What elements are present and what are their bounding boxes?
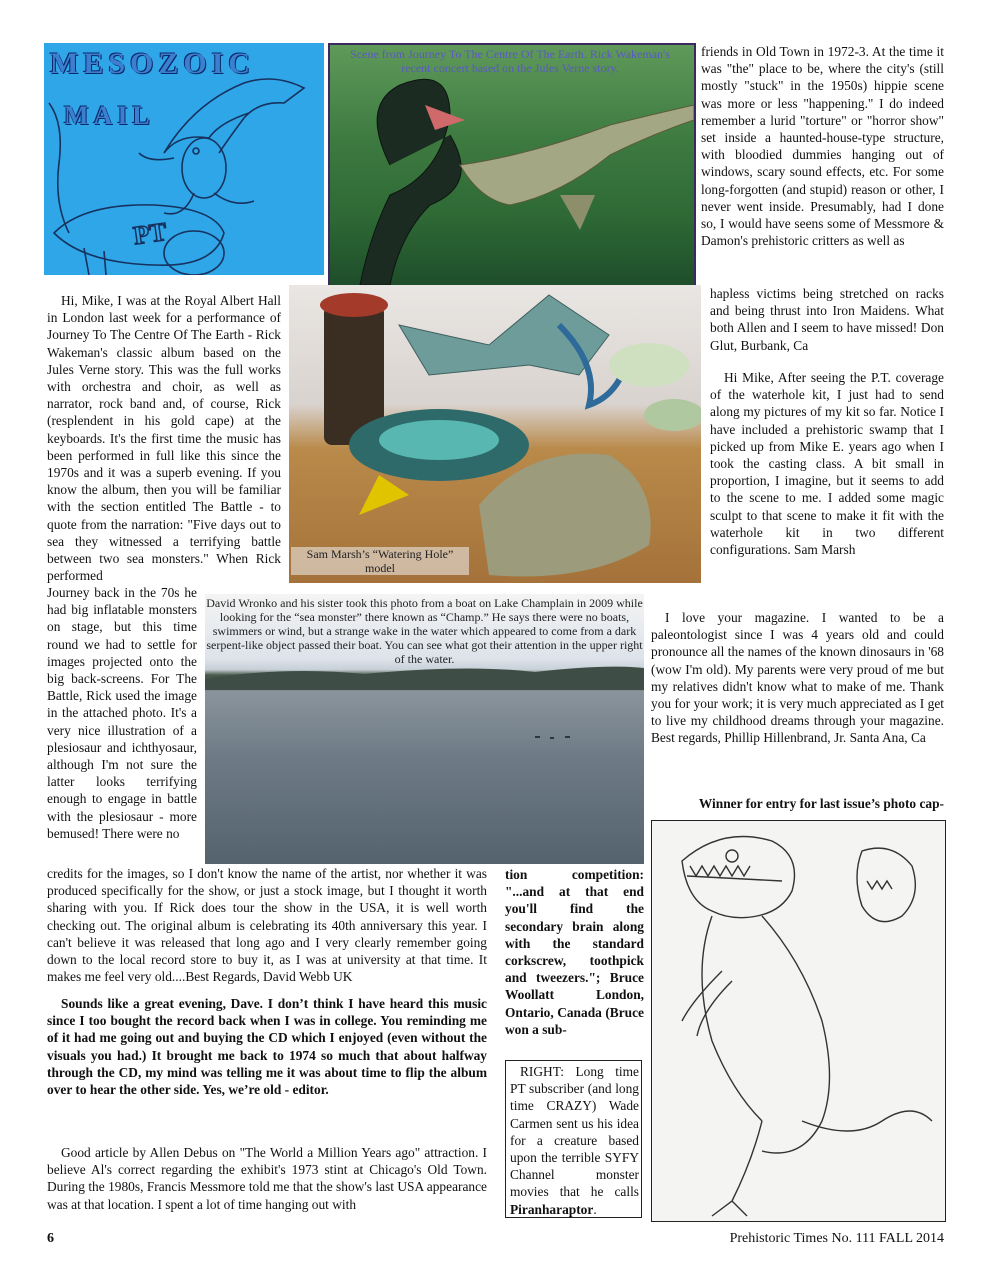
mesozoic-mail-masthead [44, 43, 324, 275]
editor-reply: Sounds like a great evening, Dave. I don’t think I have heard this music since I too bought the record back when I was in college. You reminding me of it had me going out and buying the CD which I enjoyed (even without the visuals you had.) It brought me back to 1974 so much that about halfway through the CD, my mind was telling me it was about time to flip the album over to hear the other side. Yes, we’re old - editor. [47, 996, 487, 1098]
watering-hole-caption-line2: model [365, 561, 395, 575]
piranharaptor-name: Piranharaptor [510, 1201, 594, 1217]
webb-letter-part2: Journey back in the 70s he had big inflatable monsters on stage, but this time round we had to settle for images projected onto the big back-screens. For The Battle, Rick used the image in the attached photo. It's a very nice illustration of a plesiosaur and ichthyosaur, although I'm not sure the latter looks terrifying enough to engage in battle with the plesiosaur - more bemused! There were no [47, 585, 197, 841]
piranharaptor-caption-end: . [593, 1201, 597, 1217]
lake-champlain-champ-photo [205, 594, 644, 864]
piranharaptor-sketch [652, 821, 945, 1221]
page-number: 6 [47, 1231, 54, 1246]
journey-sea-monsters-photo [328, 43, 696, 287]
champ-photo-caption: David Wronko and his sister took this photo from a boat on Lake Champlain in 2009 while looking for the “sea monster” there known as “Champ.” He says there were no boats, swimmers or wind, but a strange wake in the water which appeared to come from a dark serpent-like object passed their boat. You can see what got their attention in the upper right of the water. [206, 596, 643, 666]
glut-letter-end: hapless victims being stretched on racks and being thrust into Iron Maidens. What both Allen and I seem to have missed! Don Glut, Burbank, Ca [710, 286, 944, 353]
glut-letter-continued: friends in Old Town in 1972-3. At the time it was "the" place to be, where the city's (still mostly "stuck" in the 1950s) hippie scene was more or less "happening." I do indeed remember a lurid "torture" or "horror show" set inside a haunted-house-type structure, with bloodied dummies hanging out of windows, scary sound effects, etc. For some long-forgotten (and stupid) reason or other, I never went inside. Presumably, had I done so, I would have seens some of Messmore & Damon's prehistoric critters as well as [701, 44, 944, 249]
piranharaptor-caption-text: RIGHT: Long time PT subscriber (and long time CRAZY) Wade Carmen sent us his idea for a creature based upon the terrible SYFY Channel monster movies that he calls [510, 1064, 639, 1200]
piranharaptor-drawing [651, 820, 946, 1222]
watering-hole-model-photo [289, 285, 701, 583]
diorama-illustration [289, 285, 701, 583]
webb-letter-part1: Hi, Mike, I was at the Royal Albert Hall in London last week for a performance of Journey To The Centre Of The Earth - Rick Wakeman's classic album based on the Jules Verne story. This was the full works with orchestra and choir, as well as narrator, rock band and, of course, Rick (resplendent in his gold cape) at the keyboards. It's the first time the music has been performed in full like this since the 1970s and it was a superb evening. If you know the album, then you will be familiar with the section entitled The Battle - to quote from the narration: "Five days out to sea they witnessed a terrifying battle between two sea monsters." When Rick performed [47, 293, 281, 584]
mailbox-label: PT [131, 216, 169, 251]
contest-headline: Winner for entry for last issue’s photo cap- [698, 796, 944, 811]
masthead-title-line2: MAIL [64, 101, 155, 130]
issue-footer: Prehistoric Times No. 111 FALL 2014 [729, 1231, 944, 1246]
hillenbrand-letter: I love your magazine. I wanted to be a paleontologist since I was 4 years old and could pronounce all the names of the known dinosaurs in '68 (wow I'm old). My parents were very proud of me but my relatives didn't know what to make of me. Thank you for your work; it is very much appreciated as I get to live my childhood dreams through your magazine. Best regards, Phillip Hillenbrand, Jr. Santa Ana, Ca [651, 610, 944, 746]
watering-hole-caption [291, 547, 469, 575]
plesiosaur-ichthyosaur-illustration [330, 45, 694, 285]
journey-photo-caption: Scene from Journey To The Centre Of The Earth. Rick Wakeman's recent concert based on the Jules Verne story. [350, 47, 670, 75]
masthead-title-line1: MESOZOIC [50, 47, 256, 80]
contest-winner-text: tion competition: "...and at that end you'll find the secondary brain along with the standard corkscrew, toothpick and tweezers."; Bruce Woollatt London, Ontario, Canada (Bruce won a sub- [505, 867, 644, 1037]
watering-hole-caption-line1: Sam Marsh’s “Watering Hole” [306, 547, 454, 561]
webb-letter-part3: credits for the images, so I don't know the name of the artist, nor whether it was produced specifically for the show, or just a stock image, but I thought it worth sharing with you. If Rick does tour the show in the USA, it is well worth checking out. The original album is celebrating its 40th anniversary this year. I can't believe it was released that long ago and I very clearly remember going down to the local record store to buy it, as I was at university at that time. It makes me feel very old....Best Regards, David Webb UK [47, 866, 487, 985]
piranharaptor-caption [505, 1060, 642, 1218]
glut-letter-start: Good article by Allen Debus on "The World a Million Years ago" attraction. I believe Al's correct regarding the exhibit's 1973 stint at Chicago's Old Town. During the 1980s, Francis Messmore told me that the show's last USA appearance was at that location. I spent a lot of time hanging out with [47, 1145, 487, 1212]
marsh-letter: Hi Mike, After seeing the P.T. coverage of the waterhole kit, I just had to send along my pictures of my kit so far. Notice I have included a prehistoric swamp that I picked up from Mike E. years ago when I took the casting class. A bit small in proportion, I imagine, but it seems to add to the scene to me. I added some magic sculpt to that scene to make it fit with the waterhole kit in two different configurations. Sam Marsh [710, 370, 944, 558]
